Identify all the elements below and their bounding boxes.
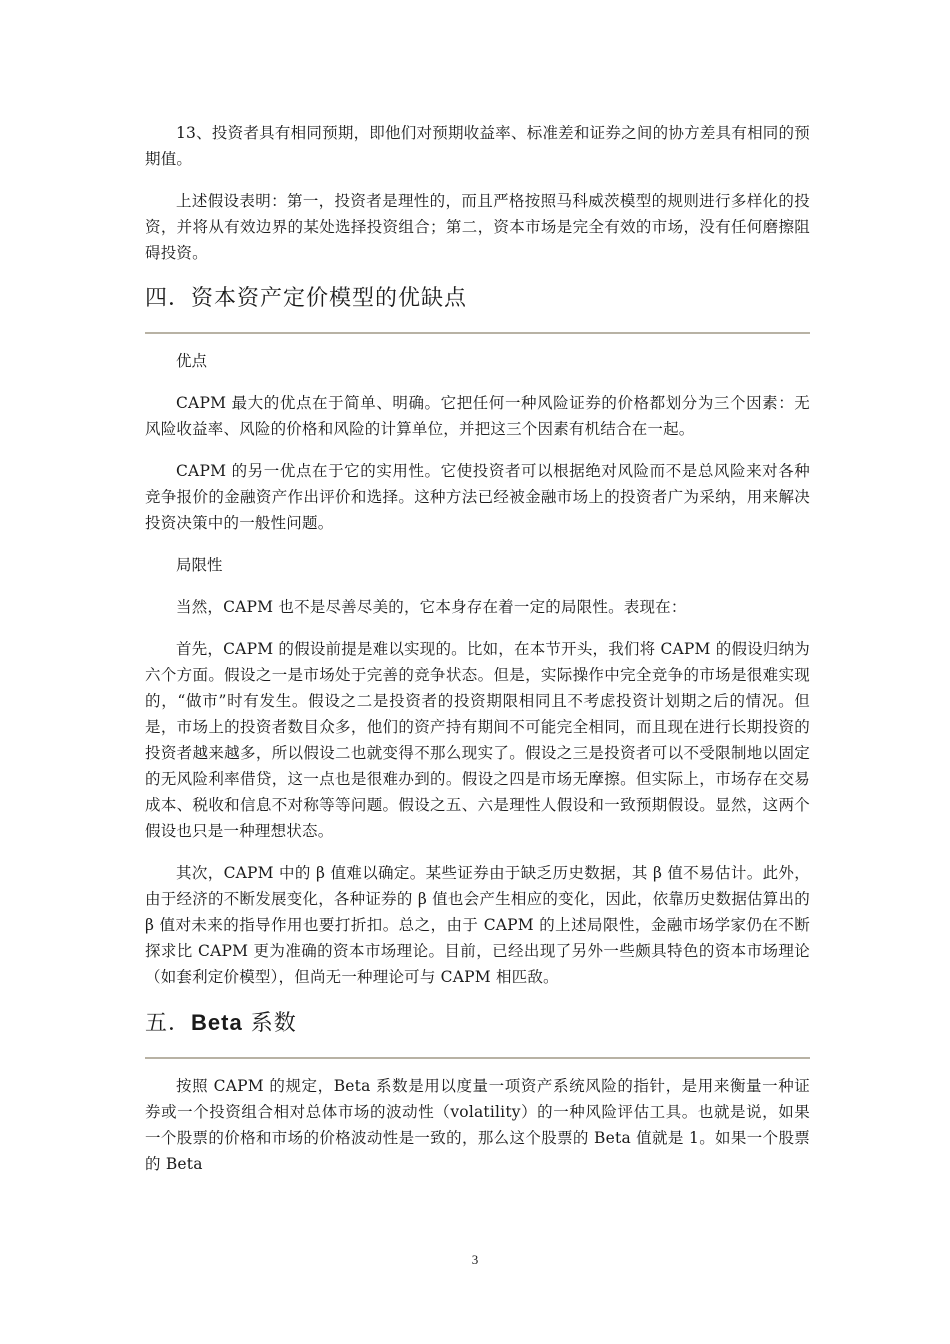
paragraph-assumption-13: 13、投资者具有相同预期，即他们对预期收益率、标准差和证券之间的协方差具有相同的预期值。 bbox=[145, 124, 810, 168]
paragraph-advantage-practicality: CAPM 的另一优点在于它的实用性。它使投资者可以根据绝对风险而不是总风险来对各种竞争报价的金融资产作出评价和选择。这种方法已经被金融市场上的投资者广为采纳，用来解决投资决策中的一般性问题。 bbox=[145, 462, 810, 532]
section-title-beta-suffix: 系数 bbox=[242, 1011, 297, 1036]
paragraph-assumption-summary: 上述假设表明：第一，投资者是理性的，而且严格按照马科威茨模型的规则进行多样化的投资，并将从有效边界的某处选择投资组合；第二，资本市场是完全有效的市场，没有任何磨擦阻碍投资。 bbox=[145, 192, 810, 262]
section-title-beta bbox=[145, 1006, 810, 1041]
paragraph-limitation-intro: 当然，CAPM 也不是尽善尽美的，它本身存在着一定的局限性。表现在： bbox=[176, 598, 687, 616]
paragraph-advantage-simplicity: CAPM 最大的优点在于简单、明确。它把任何一种风险证券的价格都划分为三个因素：无风险收益率、风险的价格和风险的计算单位，并把这三个因素有机结合在一起。 bbox=[145, 394, 810, 438]
paragraph-limitation-assumptions: 首先，CAPM 的假设前提是难以实现的。比如，在本节开头，我们将 CAPM 的假设归纳为六个方面。假设之一是市场处于完善的竞争状态。但是，实际操作中完全竞争的市场是很难实现的，“做市”时有发生。假设之二是投资者的投资期限相同且不考虑投资计划期之后的情况。但是，市场上的投资者数目众多，他们的资产持有期间不可能完全相同，而且现在进行长期投资的投资者越来越多，所以假设二也就变得不那么现实了。假设之三是投资者可以不受限制地以固定的无风险利率借贷，这一点也是很难办到的。假设之四是市场无摩擦。但实际上，市场存在交易成本、税收和信息不对称等等问题。假设之五、六是理性人假设和一致预期假设。显然，这两个假设也只是一种理想状态。 bbox=[145, 640, 810, 840]
section-title-beta-latin: Beta bbox=[191, 1010, 243, 1035]
section-title-beta-prefix: 五． bbox=[145, 1011, 192, 1036]
paragraph-limitation-beta: 其次，CAPM 中的 β 值难以确定。某些证券由于缺乏历史数据，其 β 值不易估计。此外，由于经济的不断发展变化，各种证券的 β 值也会产生相应的变化，因此，依靠历史数据估算出的 β 值对未来的指导作用也要打折扣。总之，由于 CAPM 的上述局限性，金融市场学家仍在不断探求比 CAPM 更为准确的资本市场理论。目前，已经出现了另外一些颇具特色的资本市场理论（如套利定价模型），但尚无一种理论可与 CAPM 相匹敌。 bbox=[145, 864, 810, 986]
paragraph-beta-definition: 按照 CAPM 的规定，Beta 系数是用以度量一项资产系统风险的指针，是用来衡量一种证券或一个投资组合相对总体市场的波动性（volatility）的一种风险评估工具。也就是说，如果一个股票的价格和市场的价格波动性是一致的，那么这个股票的 Beta 值就是 1。如果一个股票的 Beta bbox=[145, 1077, 810, 1173]
document-page bbox=[145, 120, 810, 1193]
page-number: 3 bbox=[471, 1252, 479, 1267]
section-divider bbox=[145, 1057, 810, 1059]
subheading-limitations: 局限性 bbox=[176, 556, 223, 574]
section-title-capm-pros-cons: 四．资本资产定价模型的优缺点 bbox=[145, 286, 468, 311]
section-divider bbox=[145, 332, 810, 334]
subheading-advantages: 优点 bbox=[176, 352, 208, 370]
